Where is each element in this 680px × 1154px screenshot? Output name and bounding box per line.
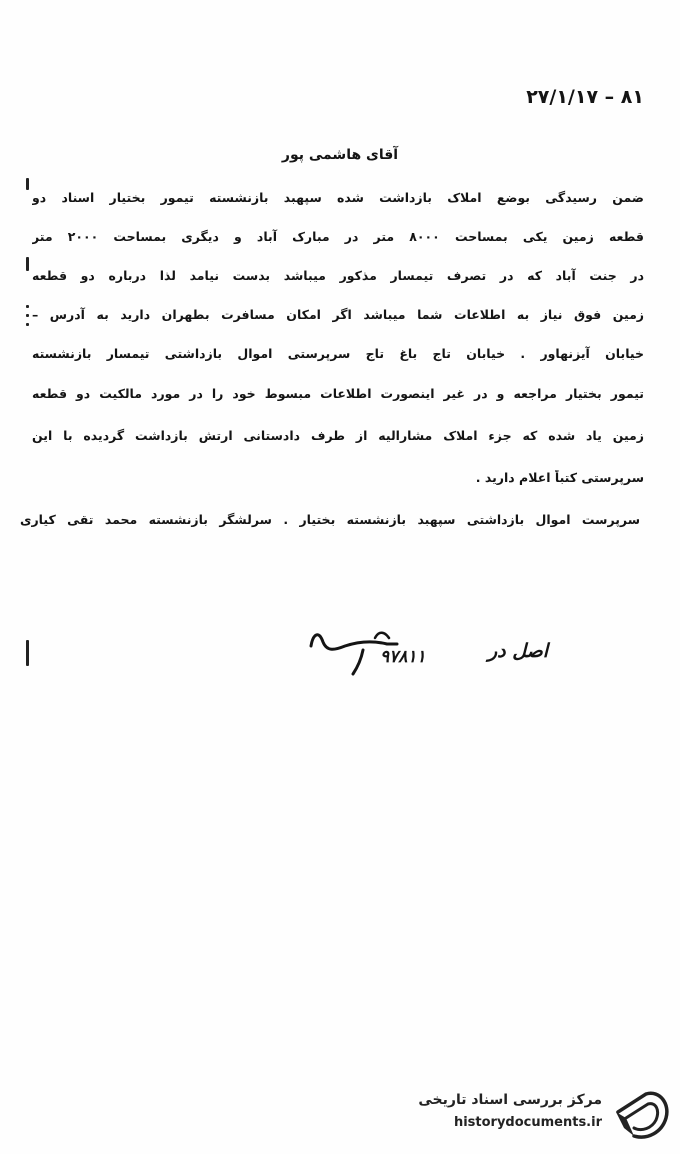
watermark xyxy=(402,1084,672,1144)
body-line: تیمور بختیار مراجعه و در غیر اینصورت اطلاعات مبسوط خود را در مورد مالکیت دو قطعه xyxy=(32,386,644,401)
original-copy-note: اصل در xyxy=(488,640,549,662)
body-line: زمین فوق نیاز به اطلاعات شما میباشد اگر امکان مسافرت بطهران دارید به آدرس – xyxy=(32,307,644,322)
margin-mark xyxy=(26,257,29,271)
document-reference-number: ۸۱ – ۲۷/۱/۱۷ xyxy=(526,86,644,108)
margin-mark xyxy=(26,314,29,317)
margin-mark xyxy=(26,305,29,308)
body-line: در جنت آباد که در تصرف تیمسار مذکور میباشد بدست نیامد لذا درباره دو قطعه xyxy=(32,268,644,283)
body-line: خیابان آیزنهاور . خیابان تاج باغ تاج سرپرستی اموال بازداشتی تیمسار بازنشسته xyxy=(32,346,644,361)
addressee: آقای هاشمی پور xyxy=(281,147,399,163)
signature-number: ۹۷۸۱۱ xyxy=(380,647,426,667)
watermark-title: مرکز بررسی اسناد تاریخی xyxy=(418,1092,602,1108)
margin-mark xyxy=(26,178,29,190)
carbon-copy-line: سرپرست اموال بازداشتی سپهبد بازنشسته بختیار . سرلشگر بازنشسته محمد تقی کیاری xyxy=(20,512,640,527)
body-line: سرپرستی کتباً اعلام دارید . xyxy=(475,470,644,485)
margin-mark xyxy=(26,640,29,666)
watermark-url: historydocuments.ir xyxy=(453,1115,602,1130)
body-line: قطعه زمین یکی بمساحت ۸۰۰۰ متر در مبارک آباد و دیگری بمساحت ۲۰۰۰ متر xyxy=(32,229,644,244)
margin-mark xyxy=(26,323,29,326)
body-line: ضمن رسیدگی بوضع املاک بازداشت شده سپهبد بازنشسته تیمور بختیار اسناد دو xyxy=(32,190,644,205)
archive-logo-icon xyxy=(612,1088,672,1142)
body-line: زمین یاد شده که جزء املاک مشارالیه از طرف دادستانی ارتش بازداشت گردیده با این xyxy=(32,428,644,443)
